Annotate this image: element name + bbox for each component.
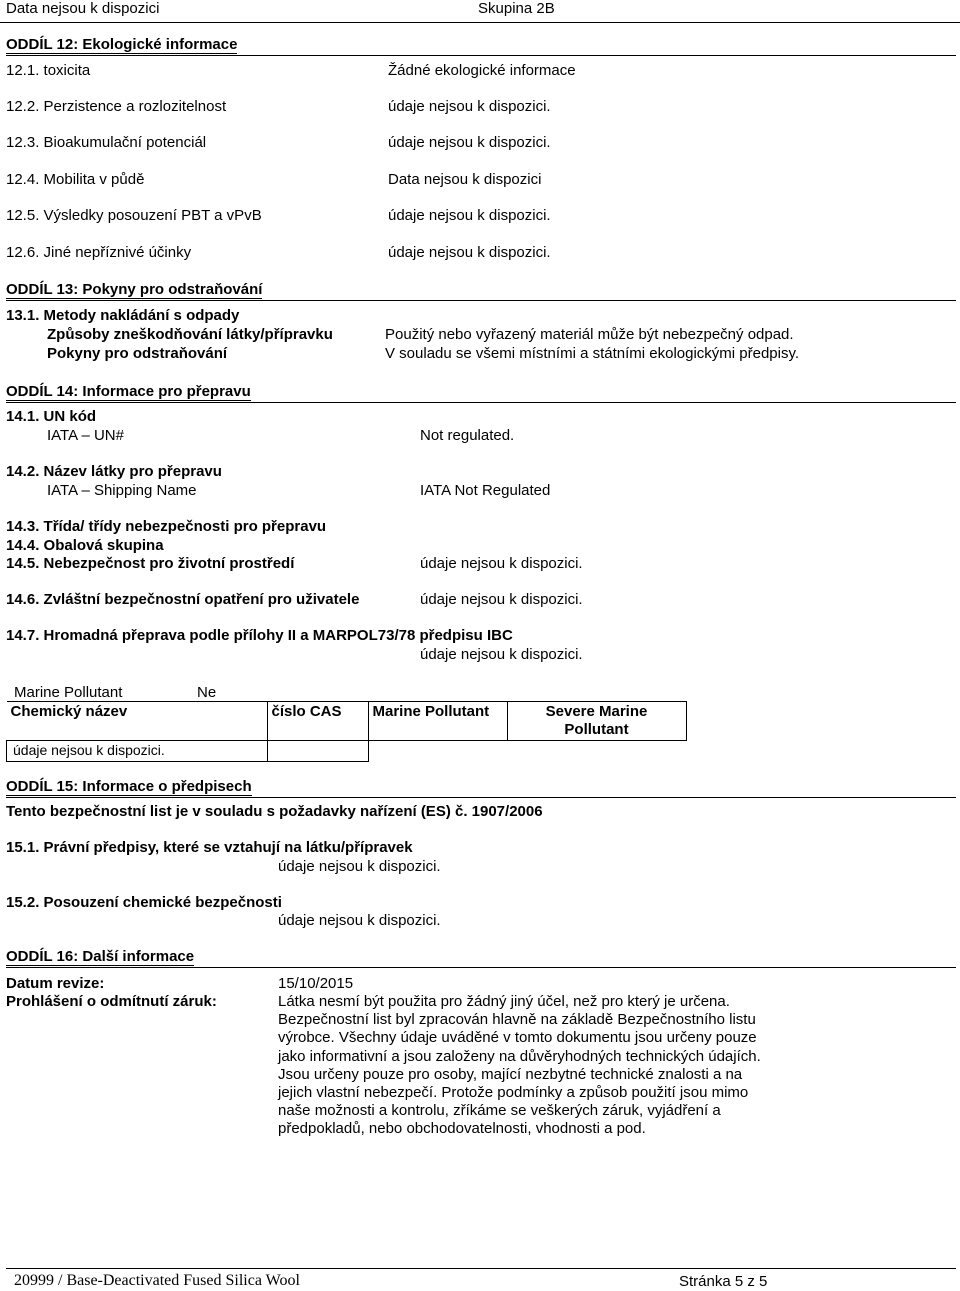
s12-row-label: 12.3. Bioakumulační potenciál [6, 134, 207, 151]
s15-chemical-safety-label: 15.2. Posouzení chemické bezpečnosti [6, 894, 282, 911]
s16-disclaimer-label: Prohlášení o odmítnutí záruk: [6, 993, 217, 1010]
table-cell [368, 741, 507, 762]
table-row [7, 741, 687, 762]
s13-label-disposal-methods: Způsoby zneškodňování látky/přípravku [47, 326, 333, 343]
section-13-title: ODDÍL 13: Pokyny pro odstraňování [6, 281, 263, 298]
s12-row-value: údaje nejsou k dispozici. [388, 98, 551, 115]
s12-row-value: údaje nejsou k dispozici. [388, 134, 551, 151]
marine-pollutant-label: Marine Pollutant [14, 684, 123, 701]
s12-row-label: 12.5. Výsledky posouzení PBT a vPvB [6, 207, 262, 224]
s14-user-precautions-label: 14.6. Zvláštní bezpečnostní opatření pro uživatele [6, 591, 360, 608]
s14-env-hazard-label: 14.5. Nebezpečnost pro životní prostředí [6, 555, 295, 572]
section-14-title: ODDÍL 14: Informace pro přepravu [6, 383, 251, 400]
s15-regulations-label: 15.1. Právní předpisy, které se vztahují na látku/přípravek [6, 839, 413, 856]
table-header-cell: Marine Pollutant [368, 702, 507, 741]
section-12-rule [6, 55, 956, 56]
table-header-cell: Severe Marine Pollutant [507, 702, 686, 741]
s13-value-disposal-methods: Použitý nebo vyřazený materiál může být nebezpečný odpad. [385, 326, 794, 343]
table-cell: údaje nejsou k dispozici. [7, 741, 268, 762]
s13-value-disposal-instructions: V souladu se všemi místními a státními ekologickými předpisy. [385, 345, 800, 362]
s16-revision-date-value: 15/10/2015 [278, 975, 354, 992]
s12-row-label: 12.1. toxicita [6, 62, 91, 79]
s12-row-value: údaje nejsou k dispozici. [388, 207, 551, 224]
table-header-cell: Chemický název [7, 702, 268, 741]
s14-user-precautions-value: údaje nejsou k dispozici. [420, 591, 583, 608]
footer-page-number: Stránka 5 z 5 [679, 1273, 768, 1290]
s14-shipping-name-label: 14.2. Název látky pro přepravu [6, 463, 222, 480]
s16-disclaimer-text: Látka nesmí být použita pro žádný jiný účel, než pro který je určena. Bezpečnostní list byl zpracován hlavně na základě Bezpečnostního listu výrobce. Všechny údaje uváděné v tomto dokumentu jsou určeny pouze jako informativní a jsou založeny na důvěryhodných technických údajích. Jsou určeny pouze pro osoby, mající nezbytné technické znalosti a na jejich vlastní nebezpečí. Protože podmínky a způsob použití jsou mimo naše možnosti a kontrolu, zříkáme se veškerých záruk, vyjádření a předpokladů, nebo obchodovatelnosti, vhodnosti a pod. [278, 993, 761, 1138]
section-13-rule [6, 300, 956, 301]
section-16-title: ODDÍL 16: Další informace [6, 948, 195, 965]
s14-packing-group-label: 14.4. Obalová skupina [6, 537, 164, 554]
table-header-cell: číslo CAS [267, 702, 368, 741]
s14-env-hazard-value: údaje nejsou k dispozici. [420, 555, 583, 572]
s14-iata-un-label: IATA – UN# [47, 427, 124, 444]
s12-row-label: 12.6. Jiné nepříznivé účinky [6, 244, 192, 261]
marine-pollutant-value: Ne [197, 684, 217, 701]
section-15-title: ODDÍL 15: Informace o předpisech [6, 778, 252, 795]
s14-un-code-label: 14.1. UN kód [6, 408, 97, 425]
s14-bulk-transport-label: 14.7. Hromadná přeprava podle přílohy II a MARPOL73/78 předpisu IBC [6, 627, 513, 644]
marine-pollutant-table [6, 701, 687, 762]
footer-rule [6, 1268, 956, 1269]
s12-row-label: 12.2. Perzistence a rozlozitelnost [6, 98, 227, 115]
s14-iata-un-value: Not regulated. [420, 427, 515, 444]
s12-row-value: údaje nejsou k dispozici. [388, 244, 551, 261]
header-right-text: Skupina 2B [478, 0, 555, 17]
s14-hazard-class-label: 14.3. Třída/ třídy nebezpečnosti pro přepravu [6, 518, 327, 535]
s14-iata-shipping-value: IATA Not Regulated [420, 482, 551, 499]
s16-revision-date-label: Datum revize: [6, 975, 105, 992]
header-left-text: Data nejsou k dispozici [6, 0, 160, 17]
s15-regulations-value: údaje nejsou k dispozici. [278, 858, 441, 875]
s12-row-label: 12.4. Mobilita v půdě [6, 171, 145, 188]
s13-sub-heading: 13.1. Metody nakládání s odpady [6, 307, 240, 324]
s13-label-disposal-instructions: Pokyny pro odstraňování [47, 345, 228, 362]
table-header-row [7, 702, 687, 741]
footer-product: 20999 / Base-Deactivated Fused Silica Wool [14, 1272, 300, 1289]
section-15-rule [6, 797, 956, 798]
section-16-rule [6, 967, 956, 968]
s15-compliance-statement: Tento bezpečnostní list je v souladu s požadavky nařízení (ES) č. 1907/2006 [6, 803, 543, 820]
s12-row-value: Žádné ekologické informace [388, 62, 576, 79]
s12-row-value: Data nejsou k dispozici [388, 171, 542, 188]
s15-chemical-safety-value: údaje nejsou k dispozici. [278, 912, 441, 929]
table-cell [507, 741, 686, 762]
section-12-title: ODDÍL 12: Ekologické informace [6, 36, 238, 53]
section-14-rule [6, 402, 956, 403]
table-cell [267, 741, 368, 762]
s14-bulk-transport-value: údaje nejsou k dispozici. [420, 646, 583, 663]
s14-iata-shipping-label: IATA – Shipping Name [47, 482, 197, 499]
